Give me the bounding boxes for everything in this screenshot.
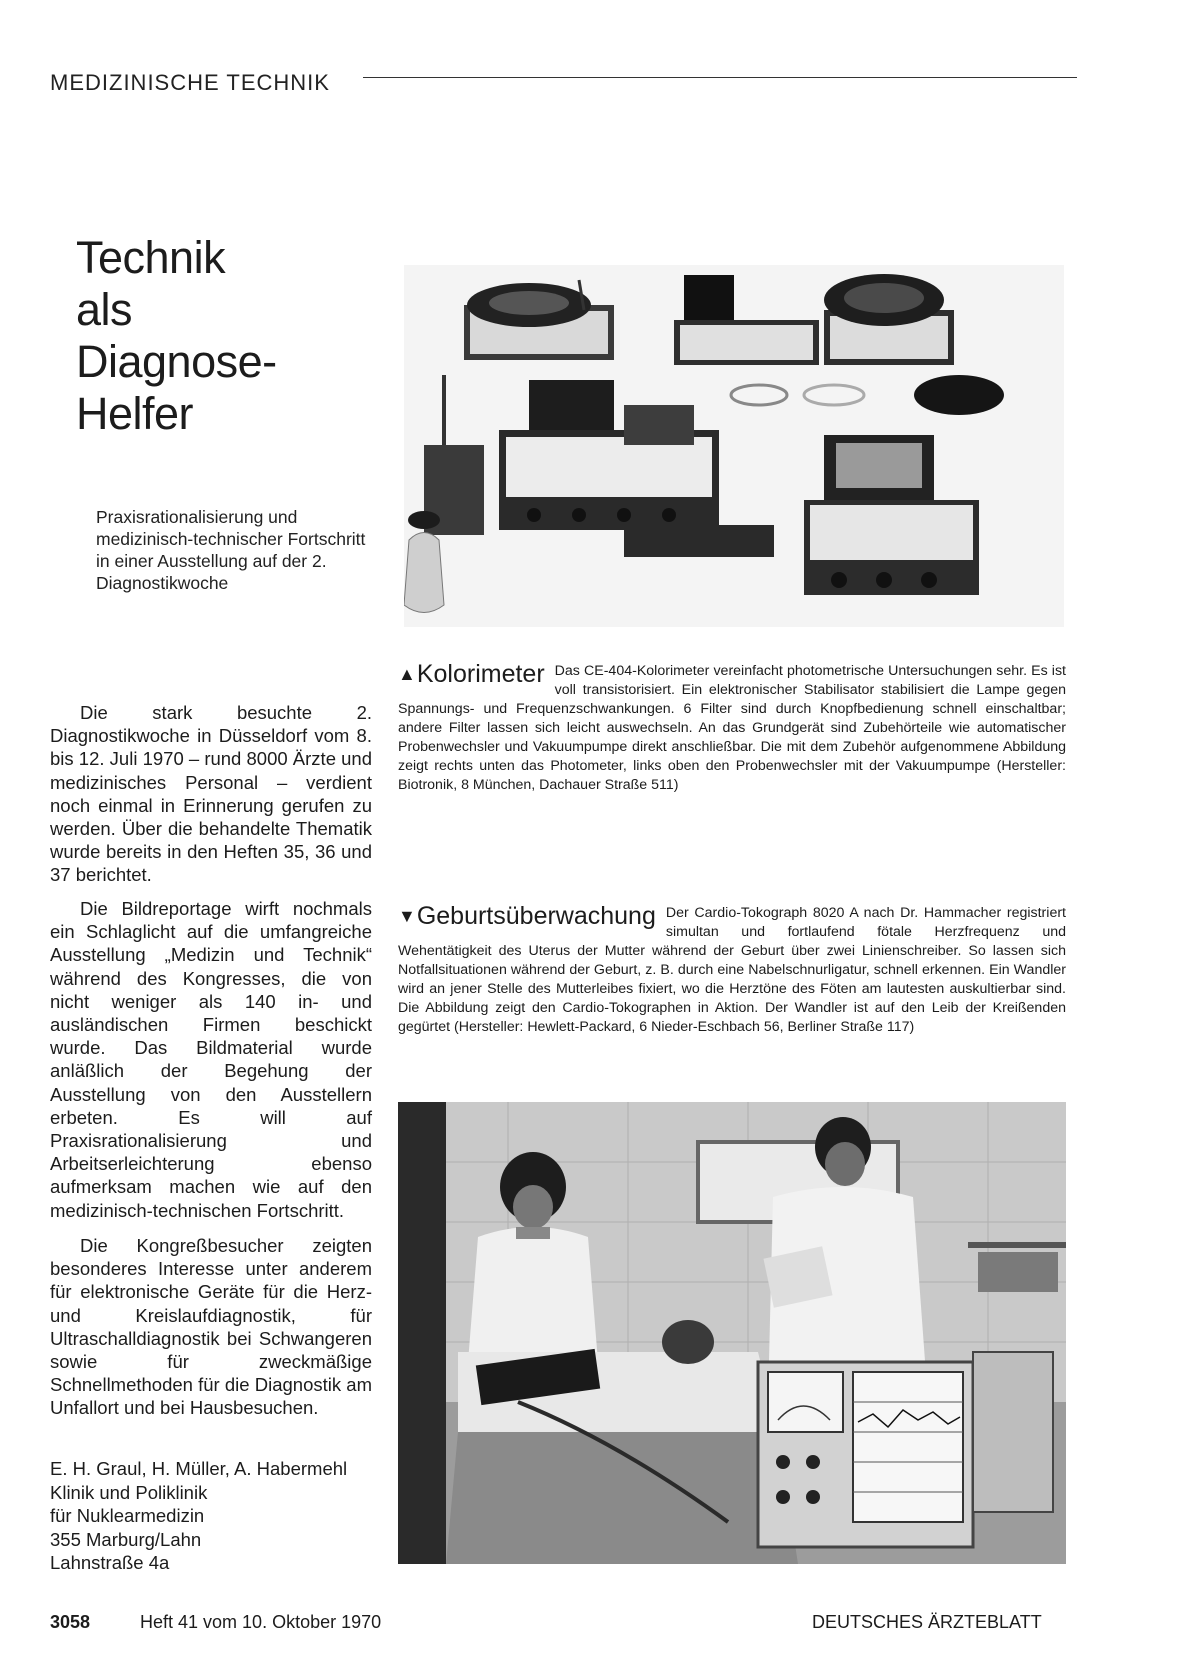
- geburt-caption: [398, 904, 1066, 1037]
- intro-paragraph: [50, 701, 372, 887]
- title-line: als: [76, 284, 133, 335]
- author-line: für Nuklearmedizin: [50, 1505, 205, 1526]
- cardiotokograph-photo: [398, 1102, 1066, 1564]
- paragraph-3: Die Kongreßbesucher zeigten besonderes Interesse unter anderem für elektronische Geräte für die Herz- und Kreislaufdiagnostik, für Ultraschalldiagnostik bei Schwangeren sowie für zweckmäßige Schnellmethoden für die Diagnostik am Unfallort und bei Hausbesuchen.: [50, 1235, 372, 1419]
- kolorimeter-photo-image: [404, 265, 1064, 627]
- author-block: [50, 1457, 372, 1575]
- author-line: Lahnstraße 4a: [50, 1552, 170, 1573]
- paragraph-1: Die stark besuchte 2. Diagnostikwoche in Düsseldorf vom 8. bis 12. Juli 1970 – rund 8000 Ärzte und medizinisches Personal – verdient noch einmal in Erinnerung gerufen zu werden. Über die behandelte Thematik wurde bereits in den Heften 35, 36 und 37 berichtet.: [50, 702, 372, 886]
- title-line: Technik: [76, 232, 226, 283]
- author-line: 355 Marburg/Lahn: [50, 1528, 202, 1550]
- cardiotokograph-photo-image: [398, 1102, 1066, 1564]
- title-line: Helfer: [76, 388, 194, 439]
- caption-text: Das CE-404-Kolorimeter vereinfacht photometrische Untersuchungen sehr. Es ist voll transistorisiert. Ein elektronischer Stabilisator stabilisiert die Lampe gegen Spannungs- und Frequenzschwankungen. 6 Filter sind durch Knopfbedienung schnell einschaltbar; andere Filter lassen sich leicht auswechseln. An das Grundgerät sind Zubehörteile wie automatischer Probenwechsler und Vakuumpumpe direkt anschließbar. Die mit dem Zubehör aufgenommene Abbildung zeigt rechts unten das Photometer, links oben den Probenwechsler mit der Vakuumpumpe (Hersteller: Biotronik, 8 München, Dachauer Straße 511): [398, 663, 1066, 793]
- title-line: Diagnose-: [76, 336, 277, 387]
- author-line: E. H. Graul, H. Müller, A. Habermehl: [50, 1458, 348, 1479]
- kolorimeter-caption: [398, 662, 1066, 795]
- caption-heading: Kolorimeter: [416, 660, 545, 688]
- body-paragraph: [50, 1234, 372, 1420]
- issue-info: Heft 41 vom 10. Oktober 1970: [140, 1612, 382, 1632]
- section-label: MEDIZINISCHE TECHNIK: [50, 70, 330, 95]
- paragraph-2: Die Bildreportage wirft nochmals ein Schlaglicht auf die umfangreiche Ausstellung „Medizin und Technik“ während des Kongresses, die von nicht weniger als 140 in- und ausländischen Firmen beschickt wurde. Das Bildmaterial wurde anläßlich der Begehung der Ausstellung von den Ausstellern erbeten. Es will auf Praxisrationalisierung und Arbeitserleichterung ebenso aufmerksam machen wie auf den medizinisch-technischen Fortschritt.: [50, 898, 372, 1221]
- article-title: [76, 232, 277, 440]
- article-subtitle: Praxisrationalisierung und medizinisch-technischer Fortschritt in einer Ausstellung auf der 2. Diagnostikwoche: [96, 507, 366, 593]
- caption-heading: Geburtsüberwachung: [416, 902, 656, 930]
- body-paragraph: [50, 897, 372, 1222]
- header-rule: [363, 77, 1077, 78]
- caption-text: Der Cardio-Tokograph 8020 A nach Dr. Hammacher registriert simultan und fortlaufend fötale Herzfrequenz und Wehentätigkeit des Uterus der Mutter während der Geburt über zwei Linienschreiber. So lassen sich Notfallsituationen während der Geburt, z. B. durch eine Nabelschnurligatur, schnell erkennen. Ein Wandler wird an jener Stelle des Mutterleibes fixiert, wo die Herztöne des Föten am lautesten auskultierbar sind. Die Abbildung zeigt den Cardio-Tokographen in Aktion. Der Wandler ist auf den Leib der Kreißenden gegürtet (Hersteller: Hewlett-Packard, 6 Nieder-Eschbach 56, Berliner Straße 117): [398, 905, 1066, 1035]
- page-number: 3058: [50, 1612, 91, 1632]
- journal-name: DEUTSCHES ÄRZTEBLATT: [812, 1612, 1042, 1632]
- kolorimeter-photo: [404, 265, 1064, 627]
- author-line: Klinik und Poliklinik: [50, 1481, 208, 1503]
- triangle-up-icon: ▲: [398, 664, 416, 684]
- triangle-down-icon: ▼: [398, 906, 416, 926]
